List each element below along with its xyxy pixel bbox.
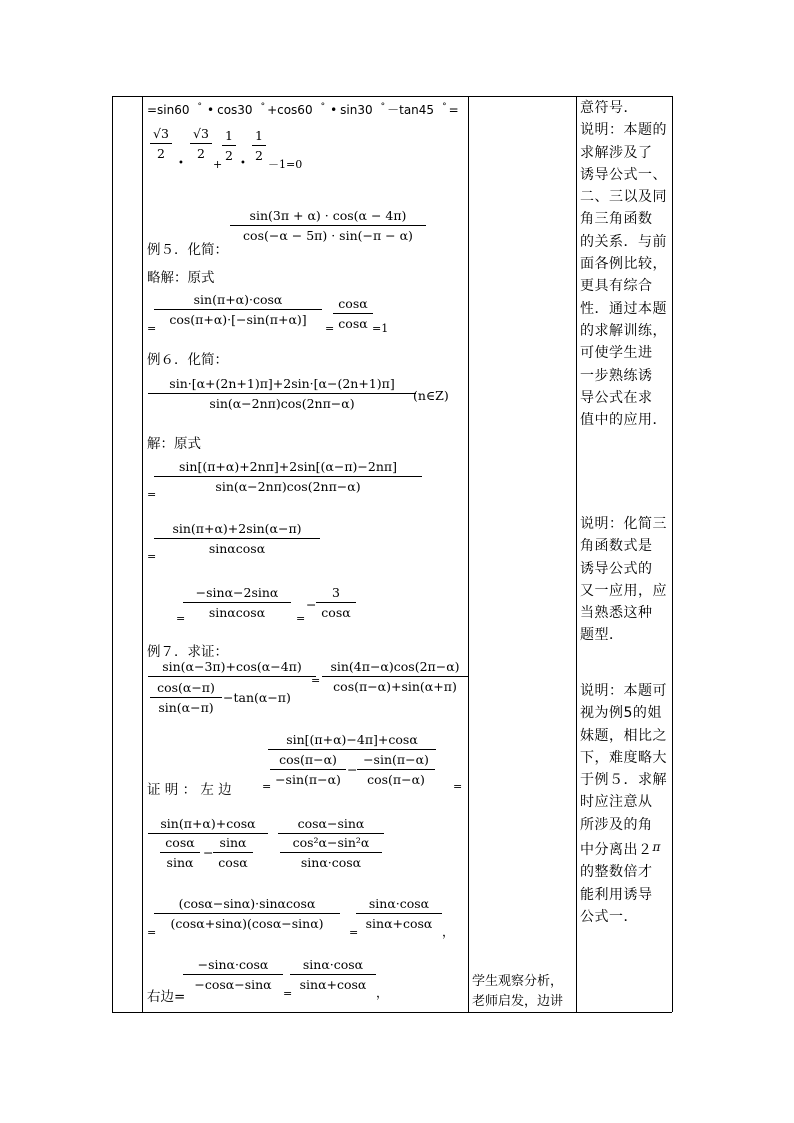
equals-sign: = bbox=[147, 322, 157, 335]
ex7-label: 例７．求证： bbox=[147, 644, 228, 660]
note-line: 下，难度略大 bbox=[580, 749, 667, 766]
note-line: 求解涉及了 bbox=[580, 144, 653, 161]
method-line: 学生观察分析， bbox=[472, 974, 564, 989]
fraction-sqrt3-over-2: √3 2 bbox=[150, 126, 172, 161]
ex6-label: 例６．化简： bbox=[147, 352, 228, 368]
note-line: 妹题，相比之 bbox=[580, 727, 667, 744]
ex6-step4: 3 cosα bbox=[316, 585, 356, 620]
note-line: 性．通过本题 bbox=[580, 300, 667, 317]
note-line: 意符号． bbox=[580, 100, 638, 116]
note-line: 值中的应用． bbox=[580, 412, 667, 429]
proof-step2-b: sinα cosα bbox=[213, 835, 253, 870]
right-step2: sinα·cosα sinα+cosα bbox=[290, 957, 376, 992]
ex5-solution-label: 略解：原式 bbox=[147, 270, 215, 286]
proof-step1-b: −sin(π−α) cos(π−α) bbox=[357, 752, 435, 787]
note-block-2 bbox=[580, 513, 668, 647]
dot-operator: • bbox=[240, 158, 246, 169]
ex5-step1: sin(π+α)·cosα cos(π+α)·[−sin(π+α)] bbox=[154, 292, 322, 327]
pi-symbol: π bbox=[652, 840, 661, 855]
condition-n-in-z: (n∈Z) bbox=[413, 388, 449, 403]
minus-sign: − bbox=[203, 845, 214, 860]
note-line: 角函数式是 bbox=[580, 538, 653, 555]
note-line: 角三角函数 bbox=[580, 211, 653, 228]
fraction-sqrt3-over-2: √3 2 bbox=[190, 126, 212, 161]
note-line: 于例５．求解 bbox=[580, 772, 667, 789]
note-line: 视为例5的姐 bbox=[580, 705, 662, 722]
ex7-lhs-inner-fraction: cos(α−π) sin(α−π) bbox=[150, 680, 222, 715]
ex6-step1: sin[(π+α)+2nπ]+2sin[(α−π)−2nπ] sin(α−2nπ)cos(2nπ−α) bbox=[154, 459, 422, 494]
equals-sign: = bbox=[176, 612, 186, 625]
fraction-1-over-2: 1 2 bbox=[222, 128, 236, 163]
proof-step4: (cosα−sinα)·sinαcosα (cosα+sinα)(cosα−sinα) bbox=[154, 896, 340, 931]
note-line: 的关系．与前 bbox=[580, 233, 667, 250]
note-line: 导公式在求 bbox=[580, 389, 653, 406]
method-line: 老师启发，边讲 bbox=[472, 994, 564, 1009]
equals-sign: = bbox=[349, 926, 359, 939]
ex7-rhs: sin(4π−α)cos(2π−α) cos(π−α)+sin(α+π) bbox=[322, 659, 468, 694]
note-line: 公式一． bbox=[580, 908, 638, 925]
note-line: 的整数倍才 bbox=[580, 864, 653, 881]
equals-sign: = bbox=[311, 674, 321, 687]
table-column-divider bbox=[142, 96, 143, 1012]
proof-step5: sinα·cosα sinα+cosα bbox=[356, 896, 442, 931]
minus-sign: − bbox=[306, 597, 317, 612]
ex5-step2: cosα cosα bbox=[333, 296, 373, 331]
note-line: 能利用诱导 bbox=[580, 886, 653, 903]
proof-step3-den: cos²α−sin²α sinα·cosα bbox=[280, 835, 382, 870]
equals-sign: = bbox=[453, 780, 463, 793]
proof-step1-a: cos(π−α) −sin(π−α) bbox=[270, 752, 346, 787]
right-step1: −sinα·cosα −cosα−sinα bbox=[183, 957, 283, 992]
note-line: 当熟悉这种 bbox=[580, 605, 653, 622]
note-line: 诱导公式的 bbox=[580, 560, 653, 577]
proof-step2: sin(π+α)+cosα bbox=[148, 816, 268, 876]
note-line: 说明：本题可 bbox=[580, 683, 667, 699]
comma: ， bbox=[442, 924, 455, 939]
minus-sign: − bbox=[347, 762, 358, 777]
equals-sign: = bbox=[296, 612, 306, 625]
table-border-bottom bbox=[112, 1012, 672, 1013]
teaching-method-note bbox=[472, 972, 572, 1012]
proof-step2-a: cosα sinα bbox=[160, 835, 200, 870]
note-line: 说明：化简三 bbox=[580, 516, 667, 532]
note-line: 更具有综合 bbox=[580, 278, 653, 295]
table-column-divider bbox=[576, 96, 577, 1012]
proof-left-label: 证 明 ： 左 边 bbox=[147, 782, 232, 798]
ex7-lhs-minus-tan: −tan(α−π) bbox=[223, 690, 291, 705]
note-line: 中分离出２π bbox=[580, 840, 661, 859]
ex6-solution-label: 解：原式 bbox=[147, 436, 201, 452]
note-line: 诱导公式一、 bbox=[580, 166, 667, 183]
dot-operator: • bbox=[178, 158, 184, 169]
note-line: 题型． bbox=[580, 627, 624, 644]
equals-sign: = bbox=[147, 926, 157, 939]
ex6-expression: sin·[α+(2n+1)π]+2sin·[α−(2n+1)π] sin(α−2nπ)cos(2nπ−α) bbox=[148, 376, 416, 411]
equals-sign: = bbox=[325, 322, 335, 335]
table-column-divider bbox=[468, 96, 469, 1012]
note-line: 的求解训练， bbox=[580, 322, 667, 339]
note-line: 所涉及的角 bbox=[580, 816, 653, 833]
ex6-step2: sin(π+α)+2sin(α−π) sinαcosα bbox=[154, 521, 320, 556]
ex7-lhs: sin(α−3π)+cos(α−4π) bbox=[148, 659, 316, 717]
equals-sign: = bbox=[283, 987, 293, 1000]
proof-step1: sin[(π+α)−4π]+cosα bbox=[268, 732, 436, 792]
equals-sign: = bbox=[147, 550, 157, 563]
ex5-label: 例５．化简： bbox=[147, 242, 228, 258]
result-text: =1 bbox=[372, 322, 389, 335]
note-line: 又一应用，应 bbox=[580, 582, 667, 599]
comma: ， bbox=[376, 985, 389, 1000]
fraction-1-over-2: 1 2 bbox=[252, 128, 266, 163]
note-line: 时应注意从 bbox=[580, 794, 653, 811]
note-block-1 bbox=[580, 97, 668, 431]
note-line: 面各例比较， bbox=[580, 256, 667, 273]
note-line: 二、三以及同 bbox=[580, 189, 667, 206]
note-line: 说明：本题的 bbox=[580, 122, 667, 139]
calc-line-1: =sin60 ° • cos30 ° +cos60 ° • sin30 ° －tan45 ° = bbox=[147, 102, 459, 117]
note-line: 一步熟练诱 bbox=[580, 367, 653, 384]
note-block-3 bbox=[580, 680, 668, 928]
table-border-right bbox=[672, 96, 673, 1012]
ex5-expression: sin(3π + α) · cos(α − 4π) cos(−α − 5π) · sin(−π − α) bbox=[230, 208, 426, 243]
equals-sign: = bbox=[262, 780, 272, 793]
right-side-label: 右边= bbox=[147, 989, 186, 1005]
ex6-step3: −sinα−2sinα sinαcosα bbox=[183, 585, 291, 620]
note-line: 可使学生进 bbox=[580, 345, 653, 362]
equals-sign: = bbox=[147, 488, 157, 501]
result-text: －1=0 bbox=[268, 158, 303, 171]
plus-operator: + bbox=[213, 158, 223, 171]
table-border-left bbox=[112, 96, 113, 1012]
proof-step3: cosα−sinα bbox=[278, 816, 384, 876]
